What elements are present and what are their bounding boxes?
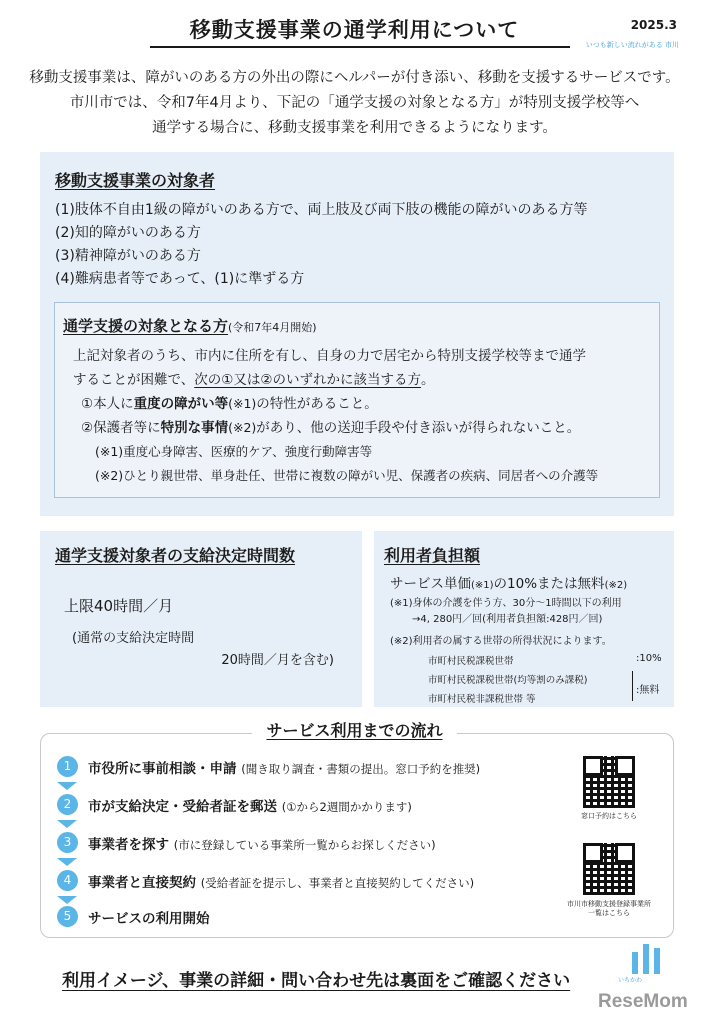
step-number-badge: 1 [57, 756, 78, 777]
intro-text [0, 66, 709, 141]
cost-unit-a: サービス単価 [390, 576, 471, 592]
flow-heading [0, 718, 709, 741]
qr-code-icon[interactable] [583, 843, 635, 895]
page-title: 移動支援事業の通学利用について [189, 18, 520, 42]
hours-section [40, 531, 362, 707]
commute-heading-text: 通学支援の対象となる方 [63, 317, 229, 335]
step-number-badge: 4 [57, 870, 78, 891]
cond2-b: 特別な事情 [160, 420, 229, 436]
step-number-badge: 5 [57, 906, 78, 927]
commute-line-2-b: 次の①又は②のいずれかに該当する方 [194, 372, 421, 388]
cost-unit-c: の10%または無料 [493, 576, 605, 592]
hours-heading: 通学支援対象者の支給決定時間数 [55, 546, 296, 565]
cond1-a: ①本人に [81, 396, 134, 412]
flow-heading-text: サービス利用までの流れ [252, 721, 456, 740]
condition-2 [73, 416, 598, 440]
down-arrow-icon [57, 820, 77, 828]
cond1-c: (※1) [228, 396, 257, 411]
down-arrow-icon [57, 782, 77, 790]
tax-row-3: 市町村民税非課税世帯 等 [428, 694, 536, 705]
footnote-2: (※2)ひとり親世帯、単身赴任、世帯に複数の障がい児、保護者の疾病、同居者への介護等 [95, 468, 599, 483]
step-title: 市が支給決定・受給者証を郵送 [88, 799, 277, 815]
list-item: (1)肢体不自由1級の障がいのある方で、両上肢及び両下肢の機能の障がいのある方等 [55, 202, 588, 218]
commute-heading [63, 315, 317, 336]
watermark: ReseMom [598, 991, 688, 1012]
intro-line-3: 通学する場合に、移動支援事業を利用できるようになります。 [152, 120, 557, 136]
hours-note-1: (通常の支給決定時間 [72, 631, 195, 646]
qr-caption-2-line-2: 一覧はこちら [588, 909, 630, 917]
cost-unit-b: (※1) [471, 580, 494, 591]
qr-caption-2 [556, 900, 662, 918]
step-text [88, 907, 210, 927]
cost-note-1-a: (※1)身体の介護を伴う方、30分～1時間以下の利用 [390, 598, 622, 609]
step-text [88, 795, 412, 815]
city-tagline: いつも新しい流れがある 市川 [585, 41, 679, 49]
step-note: (①から2週間かかります) [281, 800, 412, 814]
rate-free: :無料 [636, 685, 660, 696]
step-text [88, 871, 474, 891]
rate-10-percent: :10% [636, 653, 662, 664]
hours-value: 上限40時間／月 [64, 597, 174, 615]
cost-section [374, 531, 674, 707]
commute-heading-note: (令和7年4月開始) [228, 321, 317, 334]
tax-row-2: 市町村民税課税世帯(均等割のみ課税) [428, 675, 588, 686]
step-note: (聞き取り調査・書類の提出。窓口予約を推奨) [241, 762, 481, 776]
hours-note-2: 20時間／月を含む) [221, 653, 334, 668]
issue-date: 2025.3 [630, 18, 677, 32]
logo-caption: いちかわ [618, 977, 643, 984]
cond2-c: (※2) [228, 420, 257, 435]
step-note: (受給者証を提示し、事業者と直接契約してください) [200, 876, 475, 890]
step-note: (市に登録している事業所一覧からお探しください) [173, 838, 436, 852]
step-text [88, 833, 436, 853]
step-number-badge: 2 [57, 794, 78, 815]
commute-eligible-box [54, 302, 660, 498]
list-item: (4)難病患者等であって、(1)に準ずる方 [55, 271, 305, 287]
list-item: (2)知的障がいのある方 [55, 225, 201, 241]
commute-line-2-a: することが困難で、 [73, 372, 195, 388]
step-title: 市役所に事前相談・申請 [88, 761, 237, 777]
footnote-1: (※1)重度心身障害、医療的ケア、強度行動障害等 [95, 444, 373, 459]
commute-body [73, 344, 598, 488]
cost-unit-d: (※2) [604, 580, 628, 591]
cond1-b: 重度の障がい等 [133, 396, 229, 412]
step-title: サービスの利用開始 [88, 911, 210, 927]
eligible-heading: 移動支援事業の対象者 [55, 171, 216, 190]
step-title: 事業者と直接契約 [88, 875, 196, 891]
commute-line-2-c: 。 [420, 372, 435, 388]
list-item: (3)精神障がいのある方 [55, 248, 201, 264]
eligible-section [40, 152, 674, 516]
step-text [88, 757, 480, 777]
condition-1 [73, 392, 598, 416]
cost-note-1 [390, 596, 622, 628]
cost-note-2: (※2)利用者の属する世帯の所得状況によります。 [390, 636, 612, 647]
cond1-d: の特性があること。 [256, 396, 378, 412]
footer-note: 利用イメージ、事業の詳細・問い合わせ先は裏面をご確認ください [62, 971, 571, 991]
step-title: 事業者を探す [88, 837, 169, 853]
qr-code-icon[interactable] [583, 756, 635, 808]
cost-unit [390, 572, 627, 592]
tax-row-1: 市町村民税課税世帯 [428, 656, 514, 667]
eligible-list [55, 199, 587, 291]
intro-line-2: 市川市では、令和7年4月より、下記の「通学支援の対象となる方」が特別支援学校等へ [69, 95, 640, 111]
cond2-d: があり、他の送迎手段や付き添いが得られないこと。 [256, 420, 581, 436]
cost-heading: 利用者負担額 [384, 546, 481, 565]
cond2-a: ②保護者等に [81, 420, 161, 436]
commute-line-2 [73, 368, 598, 392]
title-underline [150, 46, 570, 48]
qr-caption-2-line-1: 市川市移動支援登録事業所 [567, 900, 651, 908]
down-arrow-icon [57, 858, 77, 866]
down-arrow-icon [57, 896, 77, 904]
cost-note-1-b: →4, 280円／回(利用者負担額:428円／回) [412, 614, 603, 625]
intro-line-1: 移動支援事業は、障がいのある方の外出の際にヘルパーが付き添い、移動を支援するサービスです。 [29, 70, 680, 86]
city-logo-icon [632, 944, 662, 974]
qr-caption-1: 窓口予約はこちら [581, 812, 637, 820]
commute-line-1: 上記対象者のうち、市内に住所を有し、自身の力で居宅から特別支援学校等まで通学 [73, 348, 586, 364]
step-number-badge: 3 [57, 832, 78, 853]
